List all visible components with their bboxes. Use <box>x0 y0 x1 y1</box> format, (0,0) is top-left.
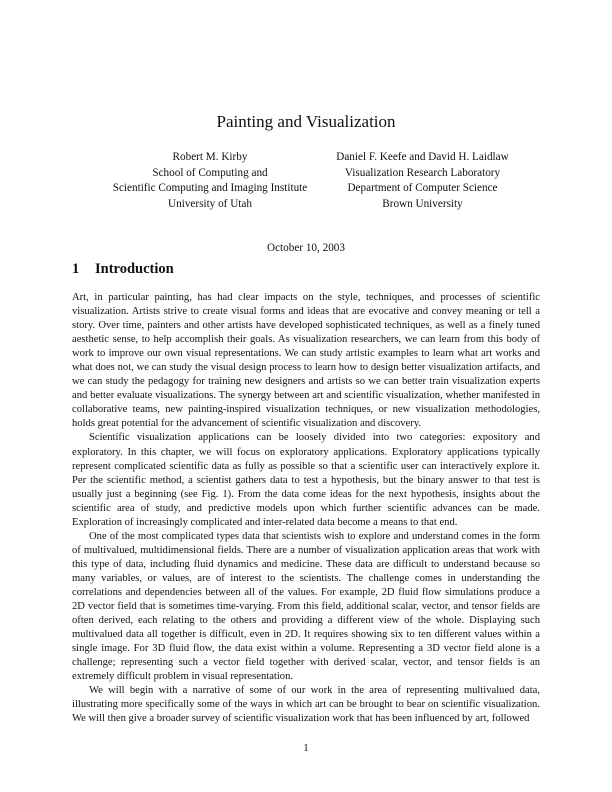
author-affiliation: Department of Computer Science <box>347 182 498 194</box>
author-name: Daniel F. Keefe and David H. Laidlaw <box>336 151 509 163</box>
paragraph: One of the most complicated types data that scientists wish to explore and understand comes in the form of multivalued, multidimensional fields. There are a number of visualization application areas that work with this type of data, including fluid dynamics and medicine. These data are difficult to understand because so many variables, or values, are of interest to the scientists. The challenge comes in understanding the correlations and dependencies between all of the values. For example, 2D fluid flow simulations produce a 2D vector field that is sometimes time-varying. From this field, additional scalar, vector, and tensor fields are often derived, each relating to the others and providing a different view of the whole. Displaying such multivalued data all together is difficult, even in 2D. It requires showing six to ten different values within a single image. For 3D fluid flow, the data exist within a volume. Representing a 3D vector field alone is a challenge; representing such a vector field together with derived scalar, vector, and tensor fields is an extremely difficult problem in visual representation. <box>72 530 540 683</box>
author-affiliation: Visualization Research Laboratory <box>344 166 501 179</box>
section-heading <box>72 261 174 278</box>
paper-title: Painting and Visualization <box>216 112 396 131</box>
author-name: Robert M. Kirby <box>172 151 248 163</box>
author-left <box>90 150 330 212</box>
section-body <box>72 291 540 726</box>
paragraph: We will begin with a narrative of some of our work in the area of representing multivalued data, illustrating more specifically some of the ways in which art can be brought to bear on scientific visualization. We will then give a broader survey of scientific visualization work that has been influenced by art, followed <box>72 685 540 725</box>
author-affiliation: Scientific Computing and Imaging Institute <box>112 182 308 194</box>
author-affiliation: Brown University <box>382 197 463 210</box>
page-number: 1 <box>303 742 309 754</box>
author-right <box>300 150 545 212</box>
paragraph: Scientific visualization applications can be loosely divided into two categories: expository and exploratory. In this chapter, we will focus on exploratory applications. Exploratory applications typically represent complicated scientific data as fully as possible so that a scientific user can interactively explore it. Per the scientific method, a scientist gathers data to test a hypothesis, but the binary answer to that test is usually just a beginning (see Fig. 1). From the data come ideas for the next hypothesis, insights about the scientific area of study, and predictive models upon which further scientific advances can be made. Exploration of increasingly complicated and inter-related data become a means to that end. <box>72 432 540 528</box>
section-number: 1 <box>72 261 80 277</box>
section-title: Introduction <box>95 261 174 277</box>
paragraph: Art, in particular painting, has had clear impacts on the style, techniques, and processes of scientific visualization. Artists strive to create visual forms and ideas that are evocative and convey meaning or tell a story. Over time, painters and other artists have developed sophisticated techniques, as well as a finely tuned aesthetic sense, to help accomplish their goals. As visualization researchers, we can learn from this body of work to improve our own visual representations. We can study artistic examples to learn what art works and what does not, we can study the visual design process to learn how to design better visualization artifacts, and we can study the pedagogy for training new designers and artists so we can better train visualization experts and better evaluate visualizations. The synergy between art and scientific visualization, whether manifested in collaborative teams, new painting-inspired visualization techniques, or new visualization methodologies, holds great potential for the advancement of scientific visualization and discovery. <box>72 292 540 430</box>
author-affiliation: University of Utah <box>168 197 252 210</box>
author-affiliation: School of Computing and <box>152 166 268 179</box>
paper-date: October 10, 2003 <box>267 242 345 254</box>
